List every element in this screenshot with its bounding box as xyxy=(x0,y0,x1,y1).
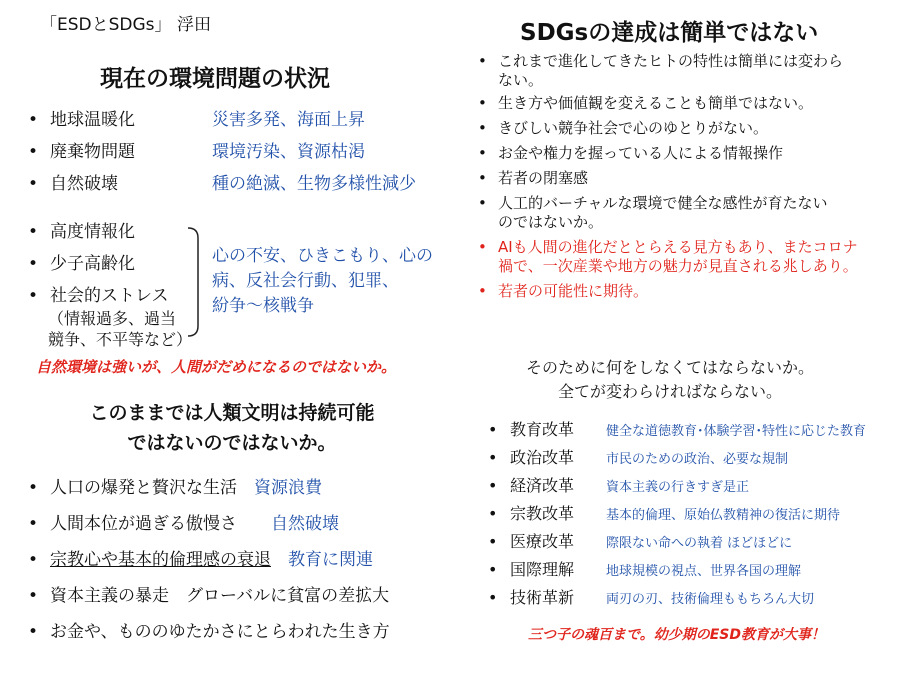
list-item: • AIも人間の進化だととらえる見方もあり、またコロナ 禍で、一次産業や地方の魅力が見直される兆しあり。 xyxy=(478,238,858,275)
causes-list xyxy=(28,470,390,650)
list-item: • 資本主義の暴走 グローバルに貧富の差拡大 xyxy=(28,586,390,606)
social-list xyxy=(28,216,169,312)
need-text: そのために何をしなくてはならないか。 全てが変わらければならない。 xyxy=(525,358,814,401)
list-item: • 政治改革 市民のための政治、必要な規制 xyxy=(488,448,789,467)
list-item: • 教育改革 健全な道徳教育･体験学習･特性に応じた教育 xyxy=(488,420,867,439)
problems-list xyxy=(28,104,416,200)
list-item: • お金や権力を握っている人による情報操作 xyxy=(478,144,784,162)
list-item: • きびしい競争社会で心のゆとりがない。 xyxy=(478,119,769,137)
list-item: • 高度情報化 xyxy=(28,222,135,242)
list-item: • 医療改革 際限ない命への執着 ほどほどに xyxy=(488,532,793,551)
list-item: • 生き方や価値観を変えることも簡単ではない。 xyxy=(478,94,814,112)
list-item: • 社会的ストレス xyxy=(28,286,169,306)
right-heading: SDGsの達成は簡単ではない xyxy=(520,20,819,46)
corner-title: 「ESDとSDGs」 浮田 xyxy=(40,15,211,35)
left-heading: 現在の環境問題の状況 xyxy=(100,66,330,92)
list-item: • 宗教心や基本的倫理感の衰退 教育に関連 xyxy=(28,550,373,570)
reforms-list xyxy=(488,416,866,612)
closing-text: 三つ子の魂百まで。幼少期のESD教育が大事！ xyxy=(528,627,825,643)
list-item: • 人工的バーチャルな環境で健全な感性が育たない のではないか。 xyxy=(478,194,828,231)
list-item: • これまで進化してきたヒトの特性は簡単には変わら ない。 xyxy=(478,52,844,89)
list-item: • 若者の可能性に期待。 xyxy=(478,282,649,300)
list-item: • 少子高齢化 xyxy=(28,254,135,274)
list-item: • 宗教改革 基本的倫理、原始仏教精神の復活に期待 xyxy=(488,504,841,523)
list-item: • お金や、もののゆたかさにとらわれた生き方 xyxy=(28,622,390,642)
list-item: • 技術革新 両刃の刃、技術倫理ももちろん大切 xyxy=(488,588,815,607)
list-item: • 地球温暖化 災害多発、海面上昇 xyxy=(28,110,365,130)
list-item: • 廃棄物問題 環境汚染、資源枯渇 xyxy=(28,142,365,162)
warning-text: 自然環境は強いが、人間がだめになるのではないか。 xyxy=(36,358,397,376)
list-item: • 人口の爆発と贅沢な生活 資源浪費 xyxy=(28,478,322,498)
list-item: • 経済改革 資本主義の行きすぎ是正 xyxy=(488,476,750,495)
question-text: このままでは人類文明は持続可能 ではないのではないか。 xyxy=(89,402,375,454)
social-note: （情報過多、過当 競争、不平等など） xyxy=(48,309,193,349)
social-effects: 心の不安、ひきこもり、心の 病、反社会行動、犯罪、 紛争～核戦争 xyxy=(212,246,433,316)
list-item: • 人間本位が過ぎる傲慢さ 自然破壊 xyxy=(28,514,339,534)
list-item: • 自然破壊 種の絶滅、生物多様性減少 xyxy=(28,174,416,194)
challenges-list xyxy=(478,52,858,301)
list-item: • 若者の閉塞感 xyxy=(478,169,589,187)
bracket-icon xyxy=(186,226,206,338)
list-item: • 国際理解 地球規模の視点、世界各国の理解 xyxy=(488,560,802,579)
